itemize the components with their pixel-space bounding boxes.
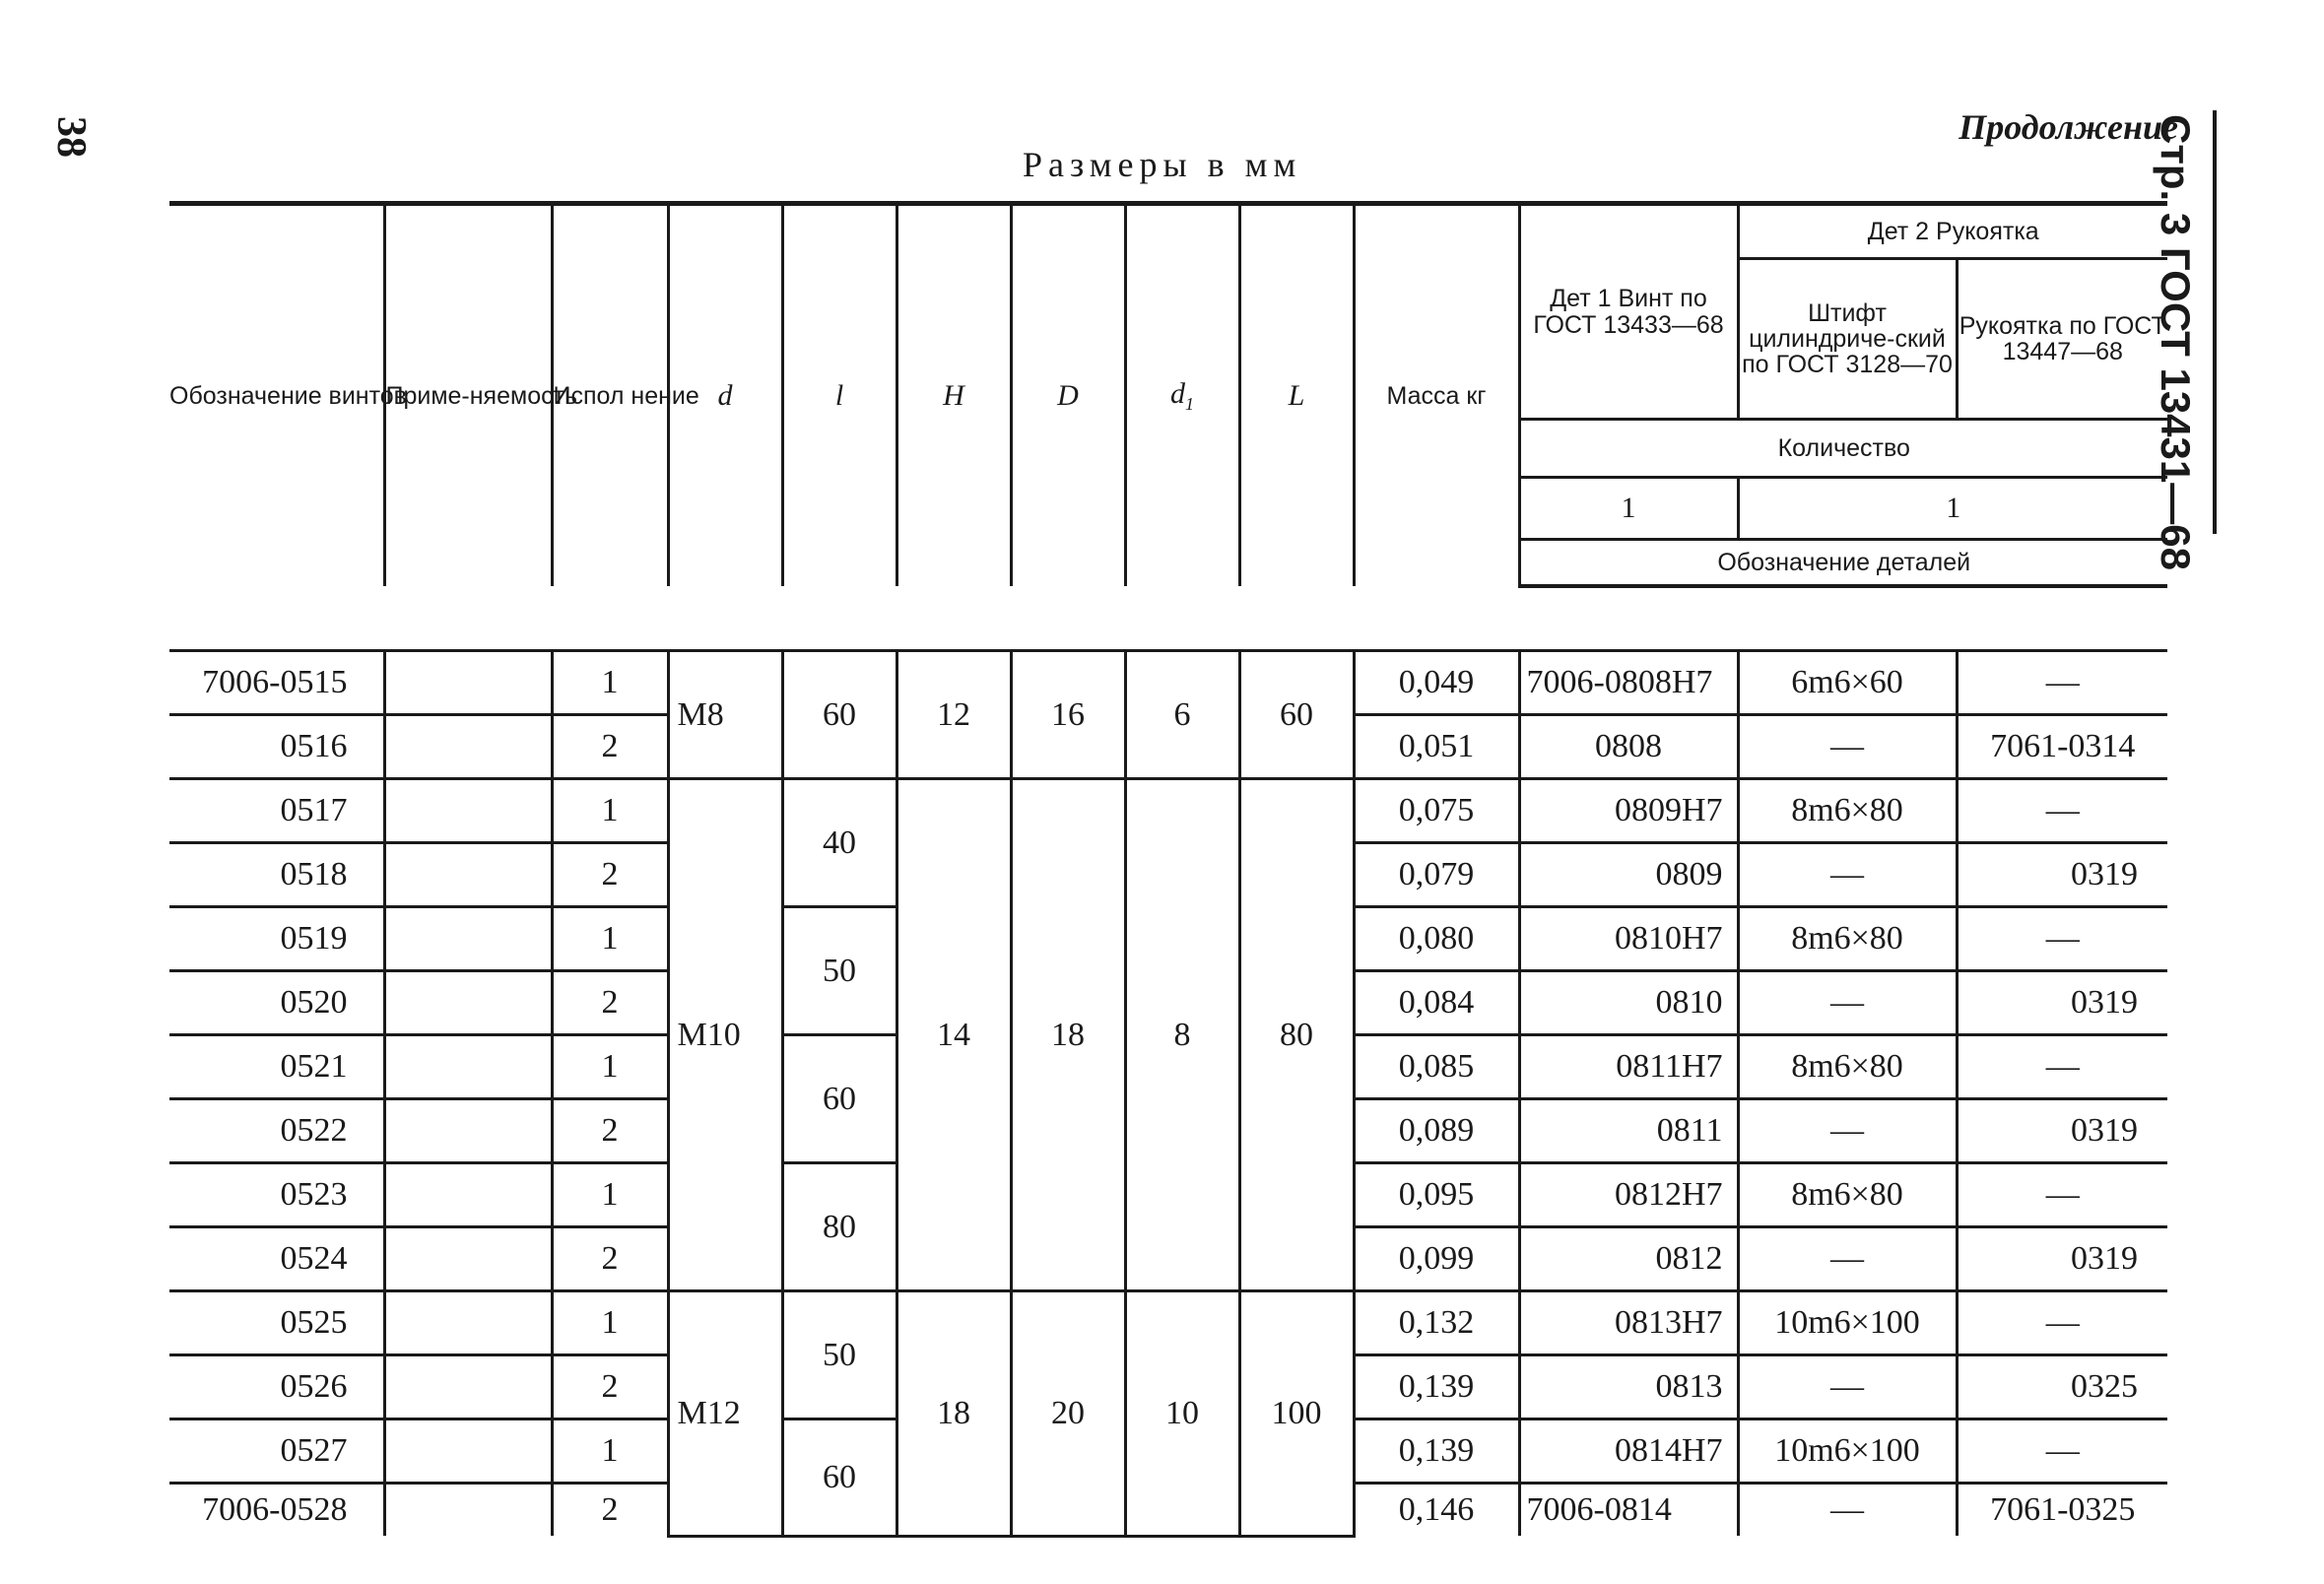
mass-cell: 0,099	[1354, 1227, 1519, 1291]
det1-cell: 0812	[1519, 1227, 1738, 1291]
diameter-D: 16	[1011, 651, 1125, 779]
handle-cell: 0319	[1957, 1227, 2167, 1291]
pin-cell: —	[1738, 1099, 1957, 1163]
applicability-cell	[384, 971, 552, 1035]
screw-code: 0527	[169, 1419, 384, 1484]
applicability-cell	[384, 779, 552, 843]
mass-cell: 0,139	[1354, 1419, 1519, 1484]
length-l: 50	[782, 1291, 896, 1419]
det1-cell: 0810	[1519, 971, 1738, 1035]
screw-code: 7006-0528	[169, 1484, 384, 1537]
screw-code: 0523	[169, 1163, 384, 1227]
version-cell: 1	[552, 1163, 668, 1227]
handle-cell: 7061-0325	[1957, 1484, 2167, 1537]
mass-cell: 0,051	[1354, 715, 1519, 779]
version-cell: 1	[552, 1035, 668, 1099]
table-row	[169, 651, 2167, 715]
mass-cell: 0,095	[1354, 1163, 1519, 1227]
length-L: 100	[1239, 1291, 1354, 1537]
continuation-label: Продолжение	[1959, 107, 2178, 147]
table-row	[169, 779, 2167, 843]
header-applicability: Приме-няемость	[384, 204, 552, 587]
handle-cell: —	[1957, 1163, 2167, 1227]
header-quantity: Количество	[1519, 420, 2167, 478]
pin-cell: —	[1738, 1355, 1957, 1419]
det1-cell: 0811H7	[1519, 1035, 1738, 1099]
applicability-cell	[384, 1163, 552, 1227]
screw-code: 0525	[169, 1291, 384, 1355]
det1-cell: 7006-0808H7	[1519, 651, 1738, 715]
version-cell: 2	[552, 715, 668, 779]
diameter-d1: 8	[1125, 779, 1239, 1291]
length-L: 80	[1239, 779, 1354, 1291]
header-H: H	[896, 204, 1011, 587]
mass-cell: 0,079	[1354, 843, 1519, 907]
handle-cell: —	[1957, 779, 2167, 843]
applicability-cell	[384, 1035, 552, 1099]
handle-cell: 0319	[1957, 843, 2167, 907]
pin-cell: —	[1738, 843, 1957, 907]
diameter-D: 18	[1011, 779, 1125, 1291]
header-parts-designation: Обозначение деталей	[1519, 540, 2167, 587]
header-version: Испол нение	[552, 204, 668, 587]
det1-cell: 0811	[1519, 1099, 1738, 1163]
pin-cell: 8m6×80	[1738, 1163, 1957, 1227]
version-cell: 2	[552, 1484, 668, 1537]
mass-cell: 0,146	[1354, 1484, 1519, 1537]
screw-code: 0522	[169, 1099, 384, 1163]
mass-cell: 0,075	[1354, 779, 1519, 843]
version-cell: 2	[552, 1099, 668, 1163]
screw-specification-table	[169, 201, 2167, 1538]
height-H: 12	[896, 651, 1011, 779]
pin-cell: 6m6×60	[1738, 651, 1957, 715]
det1-cell: 0810H7	[1519, 907, 1738, 971]
applicability-cell	[384, 843, 552, 907]
header-d: d	[668, 204, 782, 587]
det1-cell: 0808	[1519, 715, 1738, 779]
header-mass: Масса кг	[1354, 204, 1519, 587]
screw-code: 0520	[169, 971, 384, 1035]
screw-code: 0518	[169, 843, 384, 907]
screw-code: 0526	[169, 1355, 384, 1419]
pin-cell: 8m6×80	[1738, 907, 1957, 971]
standard-page-header: Стр. 3 ГОСТ 13431—68	[2153, 114, 2199, 570]
length-l: 60	[782, 651, 896, 779]
length-l: 80	[782, 1163, 896, 1291]
handle-cell: —	[1957, 1291, 2167, 1355]
handle-cell: —	[1957, 907, 2167, 971]
length-l: 60	[782, 1035, 896, 1163]
version-cell: 1	[552, 1291, 668, 1355]
applicability-cell	[384, 715, 552, 779]
applicability-cell	[384, 1484, 552, 1537]
mass-cell: 0,080	[1354, 907, 1519, 971]
det1-cell: 0814H7	[1519, 1419, 1738, 1484]
header-det1: Дет 1 Винт по ГОСТ 13433—68	[1519, 204, 1738, 420]
version-cell: 1	[552, 651, 668, 715]
header-det2: Дет 2 Рукоятка	[1738, 204, 2167, 259]
version-cell: 1	[552, 907, 668, 971]
mass-cell: 0,084	[1354, 971, 1519, 1035]
screw-code: 0524	[169, 1227, 384, 1291]
handle-cell: 7061-0314	[1957, 715, 2167, 779]
version-cell: 2	[552, 1355, 668, 1419]
applicability-cell	[384, 907, 552, 971]
diameter-d1: 6	[1125, 651, 1239, 779]
diameter-D: 20	[1011, 1291, 1125, 1537]
height-H: 18	[896, 1291, 1011, 1537]
screw-code: 0517	[169, 779, 384, 843]
applicability-cell	[384, 1099, 552, 1163]
applicability-cell	[384, 1291, 552, 1355]
handle-cell: —	[1957, 1419, 2167, 1484]
header-qty-det1: 1	[1519, 478, 1738, 540]
header-pin: Штифт цилиндриче-ский по ГОСТ 3128—70	[1738, 259, 1957, 420]
screw-code: 0519	[169, 907, 384, 971]
version-cell: 2	[552, 971, 668, 1035]
table-caption: Размеры в мм	[1023, 145, 1302, 184]
handle-cell: 0325	[1957, 1355, 2167, 1419]
pin-cell: 10m6×100	[1738, 1419, 1957, 1484]
version-cell: 2	[552, 1227, 668, 1291]
header-handle: Рукоятка по ГОСТ 13447—68	[1957, 259, 2167, 420]
version-cell: 1	[552, 1419, 668, 1484]
pin-cell: 10m6×100	[1738, 1291, 1957, 1355]
mass-cell: 0,139	[1354, 1355, 1519, 1419]
thread-d: M8	[668, 651, 782, 779]
pin-cell: —	[1738, 1227, 1957, 1291]
handle-cell: —	[1957, 651, 2167, 715]
applicability-cell	[384, 651, 552, 715]
pin-cell: 8m6×80	[1738, 1035, 1957, 1099]
diameter-d1: 10	[1125, 1291, 1239, 1537]
header-L: L	[1239, 204, 1354, 587]
mass-cell: 0,049	[1354, 651, 1519, 715]
det1-cell: 0812H7	[1519, 1163, 1738, 1227]
pin-cell: —	[1738, 715, 1957, 779]
header-d1: $d_1$	[1125, 204, 1239, 587]
applicability-cell	[384, 1227, 552, 1291]
det1-cell: 0813	[1519, 1355, 1738, 1419]
det1-cell: 0809	[1519, 843, 1738, 907]
handle-cell: 0319	[1957, 1099, 2167, 1163]
applicability-cell	[384, 1355, 552, 1419]
length-l: 50	[782, 907, 896, 1035]
screw-code: 0521	[169, 1035, 384, 1099]
length-L: 60	[1239, 651, 1354, 779]
applicability-cell	[384, 1419, 552, 1484]
det1-cell: 7006-0814	[1519, 1484, 1738, 1537]
pin-cell: —	[1738, 971, 1957, 1035]
mass-cell: 0,085	[1354, 1035, 1519, 1099]
side-rule	[2213, 110, 2217, 534]
det1-cell: 0809H7	[1519, 779, 1738, 843]
table-row	[169, 1291, 2167, 1355]
header-designation: Обозначение винтов	[169, 204, 384, 587]
handle-cell: 0319	[1957, 971, 2167, 1035]
pin-cell: 8m6×80	[1738, 779, 1957, 843]
mass-cell: 0,089	[1354, 1099, 1519, 1163]
length-l: 60	[782, 1419, 896, 1537]
page-number: 38	[48, 116, 94, 158]
header-qty-det2: 1	[1738, 478, 2167, 540]
screw-code: 0516	[169, 715, 384, 779]
version-cell: 2	[552, 843, 668, 907]
header-l: l	[782, 204, 896, 587]
version-cell: 1	[552, 779, 668, 843]
det1-cell: 0813H7	[1519, 1291, 1738, 1355]
thread-d: M12	[668, 1291, 782, 1537]
thread-d: M10	[668, 779, 782, 1291]
mass-cell: 0,132	[1354, 1291, 1519, 1355]
screw-code: 7006-0515	[169, 651, 384, 715]
header-D: D	[1011, 204, 1125, 587]
pin-cell: —	[1738, 1484, 1957, 1537]
handle-cell: —	[1957, 1035, 2167, 1099]
length-l: 40	[782, 779, 896, 907]
height-H: 14	[896, 779, 1011, 1291]
